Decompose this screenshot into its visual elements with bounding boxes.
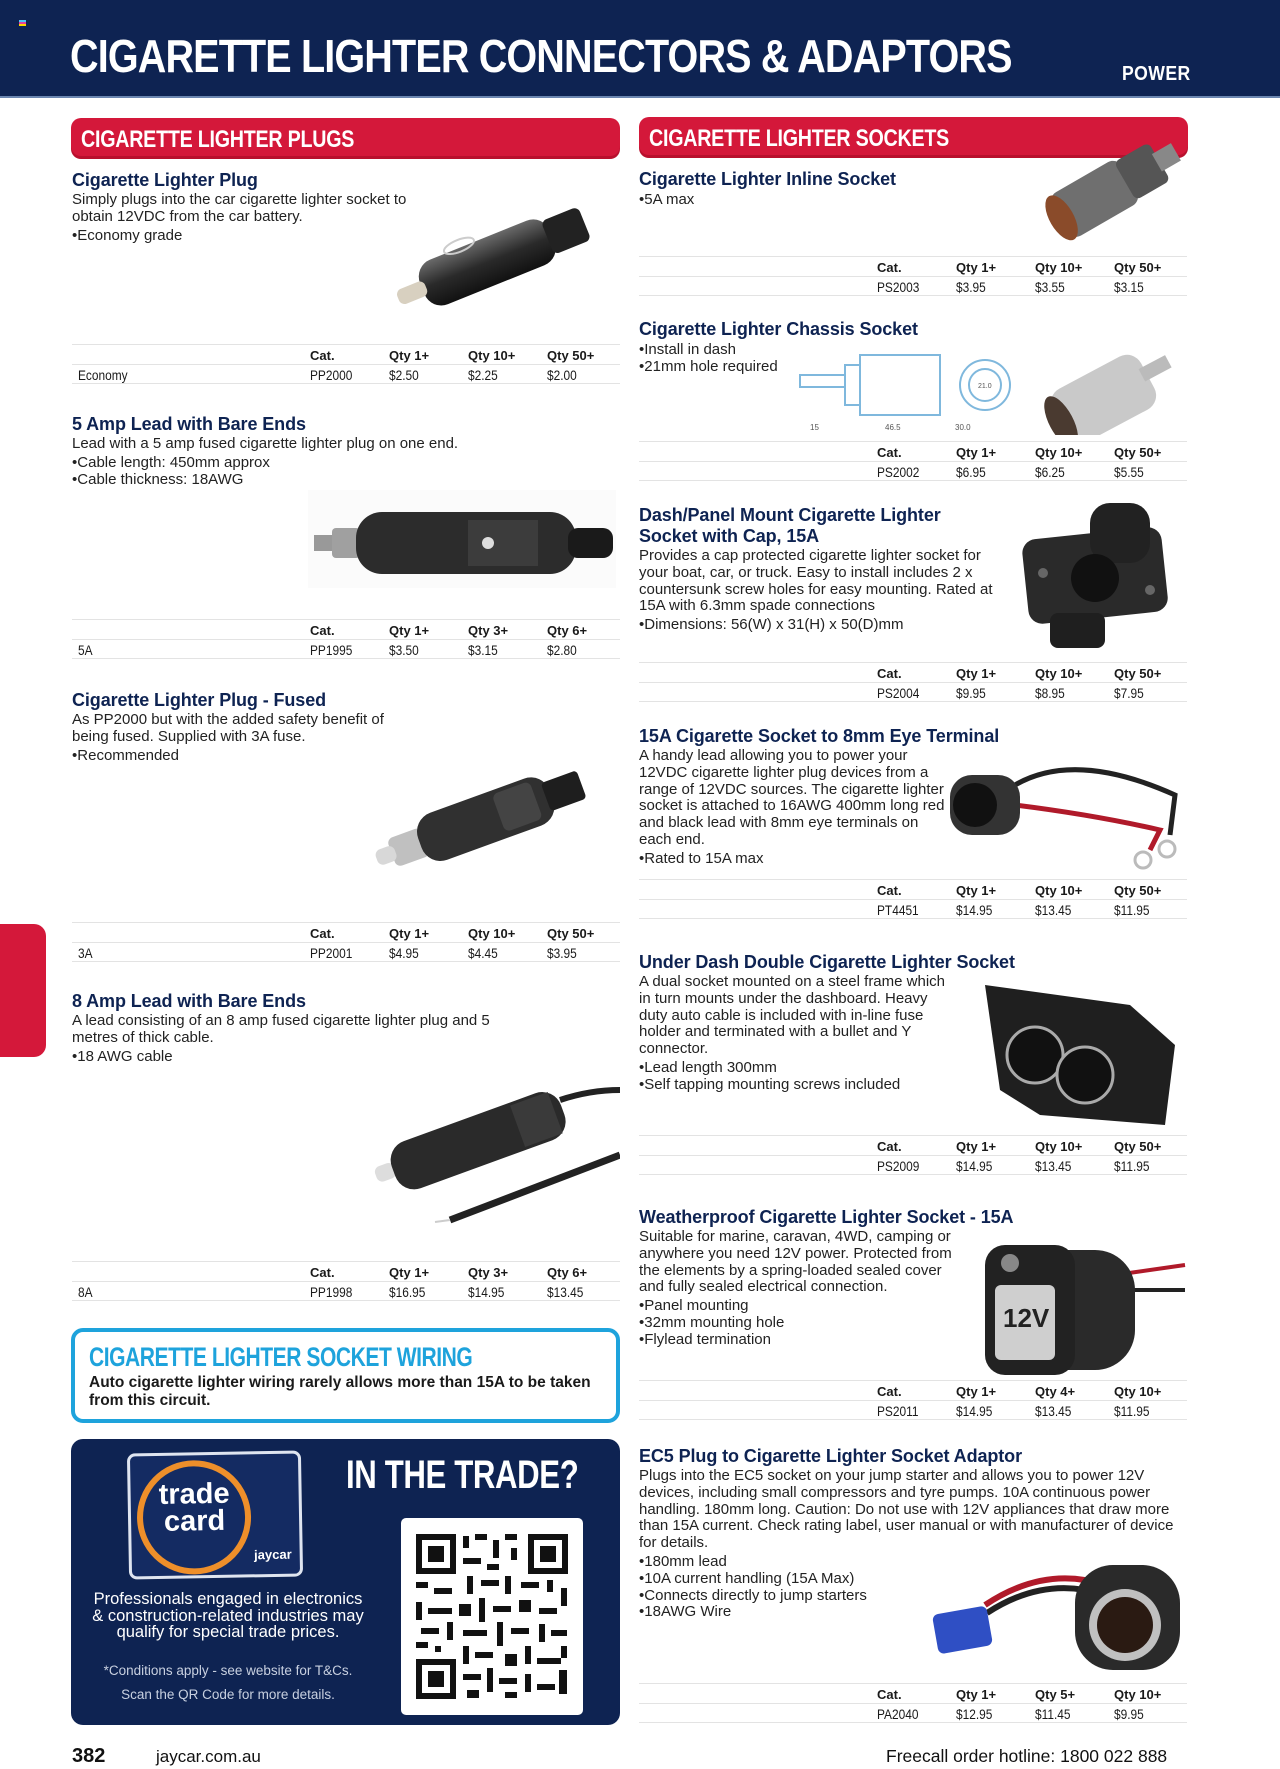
trade-title: IN THE TRADE?	[346, 1453, 579, 1497]
plugs-banner-label: CIGARETTE LIGHTER PLUGS	[81, 126, 355, 153]
product-description: Suitable for marine, caravan, 4WD, camping or anywhere you need 12V power. Protected from the elements by a spring-loaded sealed cover and fully sealed electrical connection.	[639, 1228, 952, 1296]
table-row: PA2040 $12.95 $11.45 $9.95	[639, 1703, 1187, 1723]
wiring-note-title: CIGARETTE LIGHTER SOCKET WIRING	[89, 1342, 473, 1372]
table-row: 8A PP1998 $16.95 $14.95 $13.45	[72, 1281, 620, 1301]
product-title: 5 Amp Lead with Bare Ends	[72, 414, 306, 434]
price-table: Cat. Qty 1+ Qty 10+ Qty 50+ PS2003 $3.95 $3.55 $3.15	[639, 256, 1187, 296]
table-row: PS2011 $14.95 $13.45 $11.95	[639, 1400, 1187, 1420]
section-label: POWER	[1122, 63, 1191, 85]
wiring-note-box	[71, 1328, 620, 1423]
ec5-adaptor-image	[925, 1555, 1190, 1675]
product-title: 15A Cigarette Socket to 8mm Eye Terminal	[639, 726, 1000, 746]
product-pp2000	[72, 170, 422, 244]
product-description: A dual socket mounted on a steel frame which in turn mounts under the dashboard. Heavy duty auto cable is included with in-line fuse holder and terminated with a bullet and Y connector.	[639, 973, 946, 1058]
product-bullet: • Flylead termination	[639, 1332, 1199, 1349]
price-table: Cat. Qty 1+ Qty 10+ Qty 50+ 3A PP2001 $4.95 $4.45 $3.95	[72, 922, 620, 962]
chassis-socket-diagram	[790, 340, 1190, 435]
table-row: PS2004 $9.95 $8.95 $7.95	[639, 682, 1187, 702]
product-bullet: • Recommended	[72, 748, 412, 765]
trade-blurb: Professionals engaged in electronics & construction-related industries may qualify for special trade prices.	[92, 1590, 364, 1641]
product-title: Cigarette Lighter Plug	[72, 170, 258, 190]
price-table: Cat. Qty 1+ Qty 10+ Qty 50+ PS2002 $6.95 $6.25 $5.55	[639, 441, 1187, 481]
product-title: Dash/Panel Mount Cigarette Lighter Socket with Cap, 15A	[639, 505, 941, 546]
table-row: 5A PP1995 $3.50 $3.15 $2.80	[72, 639, 620, 659]
table-row: PT4451 $14.95 $13.45 $11.95	[639, 899, 1187, 919]
table-row: PS2009 $14.95 $13.45 $11.95	[639, 1155, 1187, 1175]
product-pp1995	[72, 414, 612, 488]
product-bullet: • Dimensions: 56(W) x 31(H) x 50(D)mm	[639, 617, 999, 634]
inline-socket-image	[1010, 122, 1200, 252]
product-bullet: • Connects directly to jump starters	[639, 1588, 1184, 1605]
product-bullet: • 18AWG Wire	[639, 1604, 1184, 1621]
fused-plug-image	[350, 760, 600, 885]
product-description: Plugs into the EC5 socket on your jump starter and allows you to power 12V devices, including small compressors and tyre pumps. 10A continuous power handling. 180mm long. Caution: Do not use with 12V appliances that draw more than 15A current. Check rating label, user manual or with manufacturer of device for details.	[639, 1467, 1174, 1552]
trade-card-text: trade card	[158, 1477, 230, 1538]
table-row: PS2003 $3.95 $3.55 $3.15	[639, 276, 1187, 296]
svg-text:12V: 12V	[1003, 1303, 1050, 1333]
qr-code[interactable]	[401, 1518, 583, 1715]
product-ps2004	[639, 505, 999, 634]
qr-code-icon	[401, 1518, 583, 1715]
flag-icon	[19, 20, 26, 26]
table-row: 3A PP2001 $4.95 $4.45 $3.95	[72, 942, 620, 962]
wiring-note-text: Auto cigarette lighter wiring rarely allows more than 15A to be taken from this circuit.	[89, 1374, 591, 1409]
plug-image	[375, 185, 615, 320]
lead-8a-image	[350, 1060, 620, 1235]
dash-mount-socket-image	[1015, 498, 1195, 658]
product-bullet: • Rated to 15A max	[639, 851, 1199, 868]
trade-conditions: *Conditions apply - see website for T&Cs.	[103, 1663, 353, 1678]
svg-text:15: 15	[810, 423, 819, 432]
product-bullet: • 180mm lead	[639, 1554, 1184, 1571]
svg-text:46.5: 46.5	[885, 423, 901, 432]
product-title: Weatherproof Cigarette Lighter Socket - 15A	[639, 1207, 1014, 1227]
svg-text:30.0: 30.0	[955, 423, 971, 432]
product-ps2003	[639, 169, 969, 209]
product-bullet: • 5A max	[639, 192, 969, 209]
product-title: Cigarette Lighter Inline Socket	[639, 169, 896, 189]
lead-5a-image	[308, 490, 616, 588]
weatherproof-socket-image	[975, 1235, 1190, 1380]
price-table	[72, 344, 620, 384]
product-title: Cigarette Lighter Chassis Socket	[639, 319, 918, 339]
product-bullet: • Cable length: 450mm approx	[72, 455, 612, 472]
product-bullet: • 18 AWG cable	[72, 1049, 492, 1066]
table-header-row: Cat. Qty 1+ Qty 10+ Qty 50+	[72, 344, 620, 364]
product-bullet: • Lead length 300mm	[639, 1060, 1199, 1077]
product-description: Provides a cap protected cigarette lighter socket for your boat, car, or truck. Easy to install includes 2 x countersunk screw holes for easy mounting. Rated at 15A with 6.3mm spade connections	[639, 547, 993, 615]
price-table: Cat. Qty 1+ Qty 10+ Qty 50+ PS2009 $14.95 $13.45 $11.95	[639, 1135, 1187, 1175]
product-bullet: • 21mm hole required	[639, 359, 969, 376]
product-bullet: • Self tapping mounting screws included	[639, 1077, 1199, 1094]
product-description: A handy lead allowing you to power your 12VDC cigarette lighter plug devices from a range of 12VDC sources. The cigarette lighter socket is attached to 16AWG 400mm long red and black lead with 8mm eye terminals on each end.	[639, 747, 945, 848]
plugs-banner	[71, 118, 620, 156]
price-table: Cat. Qty 1+ Qty 10+ Qty 50+ PT4451 $14.95 $13.45 $11.95	[639, 879, 1187, 919]
product-title: Under Dash Double Cigarette Lighter Socket	[639, 952, 1015, 972]
price-table: Cat. Qty 1+ Qty 10+ Qty 50+ PS2004 $9.95 $8.95 $7.95	[639, 662, 1187, 702]
page-number: 382	[72, 1745, 106, 1767]
table-row: PS2002 $6.95 $6.25 $5.55	[639, 461, 1187, 481]
page-title: CIGARETTE LIGHTER CONNECTORS & ADAPTORS	[70, 30, 1012, 82]
product-description: Simply plugs into the car cigarette lighter socket to obtain 12VDC from the car battery.	[72, 191, 407, 225]
website-link[interactable]: jaycar.com.au	[156, 1747, 261, 1766]
table-row: Economy PP2000 $2.50 $2.25 $2.00	[72, 364, 620, 384]
price-table: Cat. Qty 1+ Qty 4+ Qty 10+ PS2011 $14.95 $13.45 $11.95	[639, 1380, 1187, 1420]
trade-card-image	[127, 1450, 303, 1579]
product-pp1998	[72, 991, 492, 1065]
product-pp2001	[72, 690, 412, 764]
product-title: 8 Amp Lead with Bare Ends	[72, 991, 306, 1011]
section-tab-marker	[0, 924, 46, 1057]
price-table: Cat. Qty 1+ Qty 3+ Qty 6+ 8A PP1998 $16.95 $14.95 $13.45	[72, 1261, 620, 1301]
trade-scan-note: Scan the QR Code for more details.	[121, 1687, 335, 1702]
trade-card-brand: jaycar	[253, 1546, 292, 1563]
trade-card-promo	[71, 1439, 620, 1725]
product-bullet: • 32mm mounting hole	[639, 1315, 1199, 1332]
eye-terminal-lead-image	[945, 755, 1190, 875]
product-bullet: • Install in dash	[639, 342, 969, 359]
hotline-text: Freecall order hotline: 1800 022 888	[886, 1746, 1168, 1766]
sockets-banner-label: CIGARETTE LIGHTER SOCKETS	[649, 125, 950, 152]
product-description: Lead with a 5 amp fused cigarette lighter plug on one end.	[72, 435, 459, 452]
product-bullet: • Economy grade	[72, 228, 422, 245]
page-header	[0, 0, 1280, 98]
product-description: A lead consisting of an 8 amp fused cigarette lighter plug and 5 metres of thick cable.	[72, 1012, 490, 1046]
price-table: Cat. Qty 1+ Qty 5+ Qty 10+ PA2040 $12.95 $11.45 $9.95	[639, 1683, 1187, 1723]
product-title: EC5 Plug to Cigarette Lighter Socket Adaptor	[639, 1446, 1022, 1466]
price-table: Cat. Qty 1+ Qty 3+ Qty 6+ 5A PP1995 $3.50 $3.15 $2.80	[72, 619, 620, 659]
product-title: Cigarette Lighter Plug - Fused	[72, 690, 327, 710]
product-bullet: • 10A current handling (15A Max)	[639, 1571, 1184, 1588]
product-bullet: • Cable thickness: 18AWG	[72, 472, 612, 489]
product-bullet: • Panel mounting	[639, 1298, 1199, 1315]
product-description: As PP2000 but with the added safety benefit of being fused. Supplied with 3A fuse.	[72, 711, 384, 745]
double-socket-image	[980, 980, 1180, 1130]
svg-text:21.0: 21.0	[978, 383, 992, 390]
